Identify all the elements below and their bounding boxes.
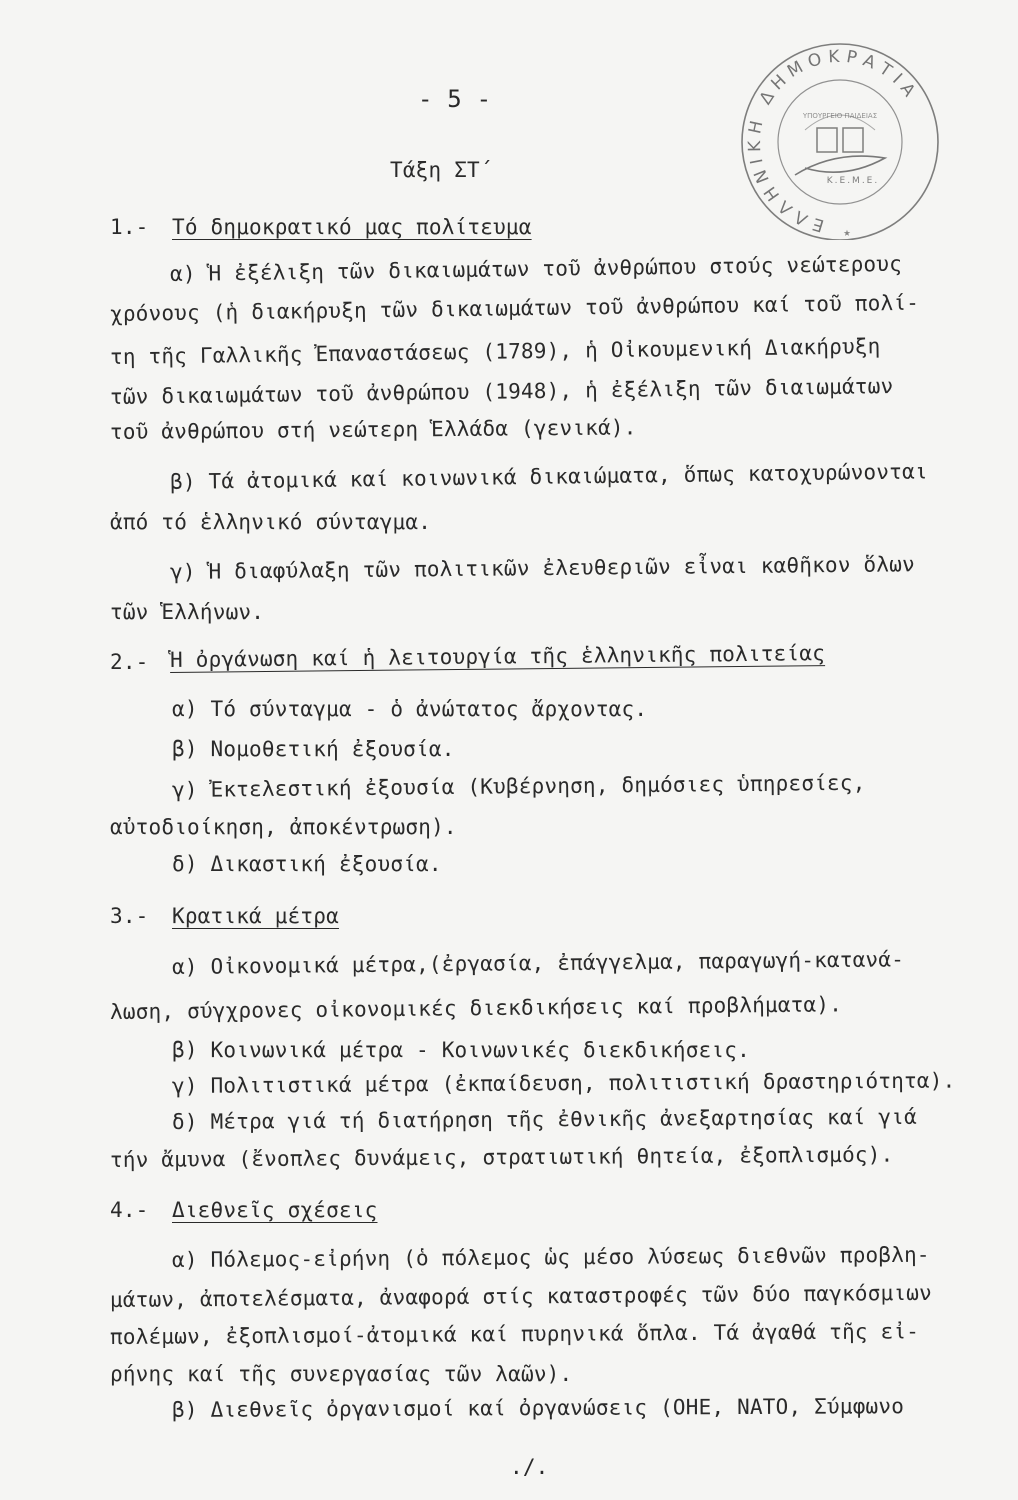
- section-4-number: 4.-: [110, 1198, 149, 1222]
- section-1-line: τοῦ ἀνθρώπου στή νεώτερη Ἑλλάδα (γενικά).: [109, 415, 637, 444]
- class-heading: Τάξη ΣΤ΄: [390, 158, 493, 182]
- section-2-line: γ) Ἐκτελεστική ἐξουσία (Κυβέρνηση, δημόσιες ὑπηρεσίες,: [171, 770, 866, 802]
- seal-inner-text: ΥΠΟΥΡΓΕΙΟ ΠΑΙΔΕΙΑΣ: [802, 112, 878, 120]
- svg-text:★: ★: [843, 225, 851, 239]
- section-3-number: 3.-: [110, 904, 149, 928]
- section-1-line: τῶν Ἑλλήνων.: [110, 600, 265, 624]
- section-3-line: δ) Μέτρα γιά τή διατήρηση τῆς ἐθνικῆς ἀνεξαρτησίας καί γιά: [171, 1104, 917, 1134]
- section-3-line: α) Οἰκονομικά μέτρα,(ἐργασία, ἐπάγγελμα, παραγωγή-κατανά-: [171, 947, 905, 979]
- section-4-title: Διεθνεῖς σχέσεις: [172, 1198, 378, 1222]
- official-seal-stamp: [735, 40, 945, 240]
- section-4-line: α) Πόλεμος-εἰρήνη (ὁ πόλεμος ὡς μέσο λύσεως διεθνῶν προβλη-: [171, 1242, 930, 1272]
- seal-bottom-text: Κ.Ε.Μ.Ε.: [826, 176, 880, 186]
- section-3-line: β) Κοινωνικά μέτρα - Κοινωνικές διεκδικήσεις.: [172, 1038, 750, 1062]
- section-1-line: τη τῆς Γαλλικῆς Ἐπαναστάσεως (1789), ἡ Οἰκουμενική Διακήρυξη: [109, 334, 881, 369]
- section-3-line: γ) Πολιτιστικά μέτρα (ἐκπαίδευση, πολιτιστική δραστηριότητα).: [171, 1068, 956, 1098]
- section-2-line: δ) Δικαστική ἐξουσία.: [172, 852, 442, 876]
- section-4-line: β) Διεθνεῖς ὀργανισμοί καί ὀργανώσεις (ΟΗΕ, ΝΑΤΟ, Σύμφωνο: [171, 1394, 905, 1422]
- continuation-mark: ./.: [510, 1455, 549, 1479]
- section-1-line: γ) Ἡ διαφύλαξη τῶν πολιτικῶν ἐλευθεριῶν εἶναι καθῆκον ὅλων: [169, 552, 915, 584]
- section-2-line: β) Νομοθετική ἐξουσία.: [172, 737, 455, 761]
- section-1-line: ἀπό τό ἑλληνικό σύνταγμα.: [110, 510, 432, 534]
- section-3-title: Κρατικά μέτρα: [172, 904, 339, 928]
- section-1-number: 1.-: [110, 215, 149, 239]
- section-4-line: πολέμων, ἐξοπλισμοί-ἀτομικά καί πυρηνικά ὅπλα. Τά ἀγαθά τῆς εἰ-: [109, 1319, 920, 1349]
- section-1-line: β) Τά ἀτομικά καί κοινωνικά δικαιώματα, ὅπως κατοχυρώνονται: [169, 459, 928, 494]
- page-number: - 5 -: [418, 85, 492, 113]
- section-1-line: χρόνους (ἡ διακήρυξη τῶν δικαιωμάτων τοῦ ἀνθρώπου καί τοῦ πολί-: [109, 290, 920, 326]
- section-2-line: α) Τό σύνταγμα - ὁ ἀνώτατος ἄρχοντας.: [172, 697, 648, 721]
- section-3-line: τήν ἄμυνα (ἔνοπλες δυνάμεις, στρατιωτική θητεία, ἐξοπλισμός).: [109, 1142, 894, 1172]
- section-2-line: αὐτοδιοίκηση, ἀποκέντρωση).: [110, 815, 457, 839]
- section-2-number: 2.-: [110, 650, 149, 674]
- section-4-line: ρήνης καί τῆς συνεργασίας τῶν λαῶν).: [110, 1362, 573, 1386]
- section-1-line: α) Ἡ ἐξέλιξη τῶν δικαιωμάτων τοῦ ἀνθρώπου στούς νεώτερους: [169, 251, 903, 286]
- section-4-line: μάτων, ἀποτελέσματα, ἀναφορά στίς καταστροφές τῶν δύο παγκόσμιων: [109, 1280, 933, 1312]
- seal-ring-text: ΕΛΛΗΝΙΚΗ ΔΗΜΟΚΡΑΤΙΑ: [744, 46, 923, 236]
- section-2-title: Ἡ ὀργάνωση καί ἡ λειτουργία τῆς ἑλληνικῆς πολιτείας: [169, 641, 826, 672]
- section-1-line: τῶν δικαιωμάτων τοῦ ἀνθρώπου (1948), ἡ ἐξέλιξη τῶν διαιωμάτων: [109, 374, 894, 409]
- section-3-line: λωση, σύγχρονες οἰκονομικές διεκδικήσεις καί προβλήματα).: [109, 992, 843, 1024]
- section-1-title: Τό δημοκρατικό μας πολίτευμα: [172, 215, 532, 239]
- svg-text:ΕΛΛΗΝΙΚΗ ΔΗΜΟΚΡΑΤΙΑ: [745, 47, 922, 236]
